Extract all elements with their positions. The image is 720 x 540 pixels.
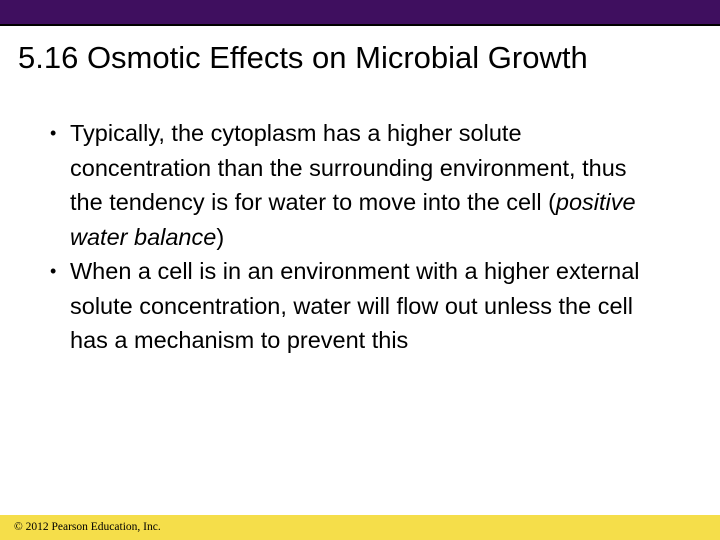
bullet-emphasis: positive water balance: [70, 189, 636, 250]
bullet-marker: •: [50, 123, 57, 143]
bullet-item: [50, 116, 660, 254]
bullet-text-end: ): [216, 223, 225, 250]
header-bar: [0, 0, 720, 24]
bullet-item: [50, 254, 660, 358]
bullet-marker: •: [50, 261, 57, 281]
bullet-list: [50, 116, 660, 358]
title-divider: [0, 24, 720, 26]
slide-title: 5.16 Osmotic Effects on Microbial Growth: [18, 40, 588, 75]
bullet-text: When a cell is in an environment with a higher external solute concentration, water will flow out unless the cell has a mechanism to prevent this: [70, 258, 640, 353]
bullet-text: Typically, the cytoplasm has a higher solute concentration than the surrounding environment, thus the tendency is for water to move into the cell (: [70, 120, 627, 215]
copyright-notice: © 2012 Pearson Education, Inc.: [14, 521, 161, 533]
